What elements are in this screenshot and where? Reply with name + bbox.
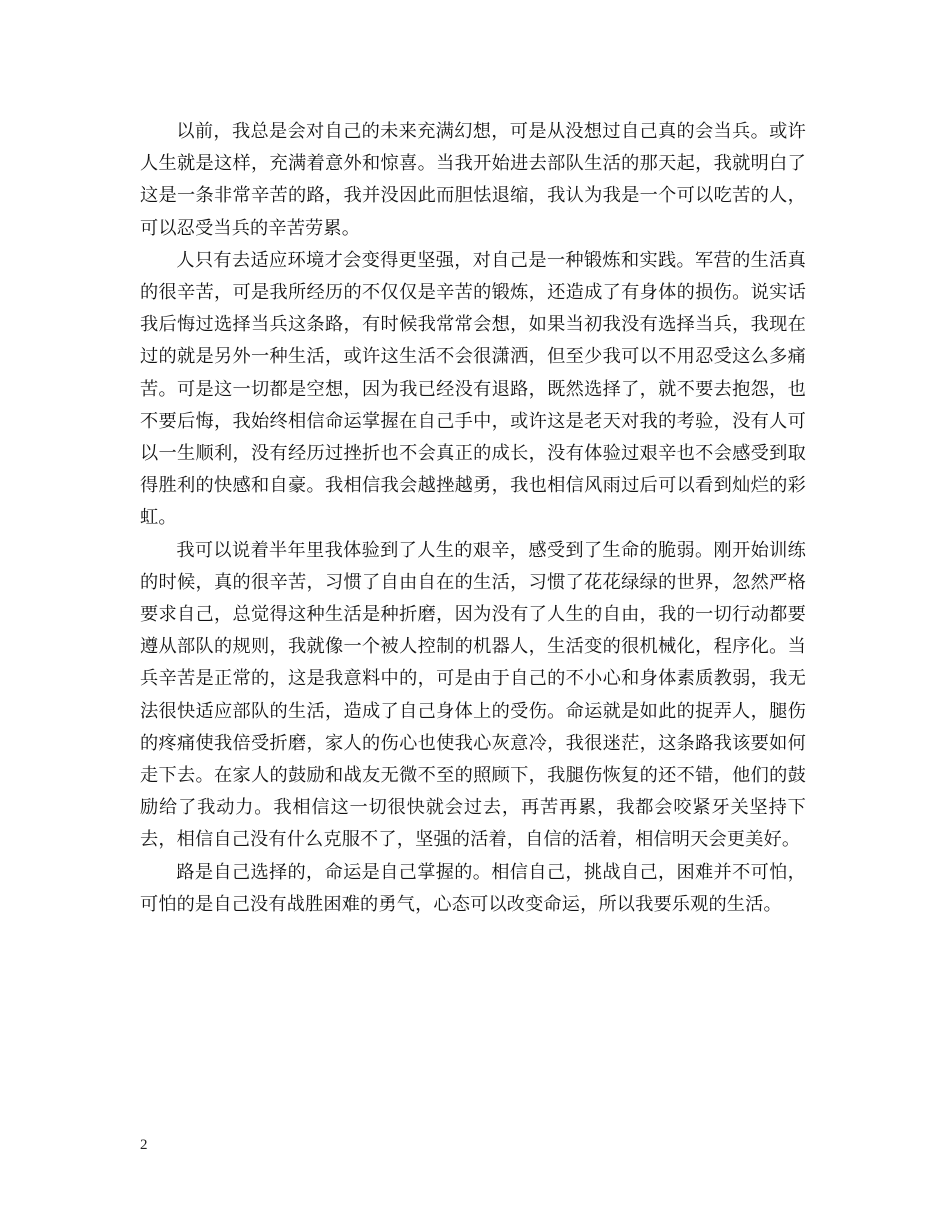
paragraph-4: 路是自己选择的，命运是自己掌握的。相信自己，挑战自己，困难并不可怕，可怕的是自己没有战胜困难的勇气，心态可以改变命运，所以我要乐观的生活。 [140,861,806,915]
page-number: 2 [140,1137,148,1153]
paragraph-1: 以前，我总是会对自己的未来充满幻想，可是从没想过自己真的会当兵。或许人生就是这样，充满着意外和惊喜。当我开始进去部队生活的那天起，我就明白了这是一条非常辛苦的路，我并没因此而胆怯退缩，我认为我是一个可以吃苦的人，可以忍受当兵的辛苦劳累。 [140,121,806,239]
document-body [140,116,806,921]
paragraph-2: 人只有去适应环境才会变得更坚强，对自己是一种锻炼和实践。军营的生活真的很辛苦，可是我所经历的不仅仅是辛苦的锻炼，还造成了有身体的损伤。说实话我后悔过选择当兵这条路，有时候我常常会想，如果当初我没有选择当兵，我现在过的就是另外一种生活，或许这生活不会很潇洒，但至少我可以不用忍受这么多痛苦。可是这一切都是空想，因为我已经没有退路，既然选择了，就不要去抱怨，也不要后悔，我始终相信命运掌握在自己手中，或许这是老天对我的考验，没有人可以一生顺利，没有经历过挫折也不会真正的成长，没有体验过艰辛也不会感受到取得胜利的快感和自豪。我相信我会越挫越勇，我也相信风雨过后可以看到灿烂的彩虹。 [140,249,806,529]
paragraph-3: 我可以说着半年里我体验到了人生的艰辛，感受到了生命的脆弱。刚开始训练的时候，真的很辛苦，习惯了自由自在的生活，习惯了花花绿绿的世界，忽然严格要求自己，总觉得这种生活是种折磨，因为没有了人生的自由，我的一切行动都要遵从部队的规则，我就像一个被人控制的机器人，生活变的很机械化，程序化。当兵辛苦是正常的，这是我意料中的，可是由于自己的不小心和身体素质教弱，我无法很快适应部队的生活，造成了自己身体上的受伤。命运就是如此的捉弄人，腿伤的疼痛使我倍受折磨，家人的伤心也使我心灰意冷，我很迷茫，这条路我该要如何走下去。在家人的鼓励和战友无微不至的照顾下，我腿伤恢复的还不错，他们的鼓励给了我动力。我相信这一切很快就会过去，再苦再累，我都会咬紧牙关坚持下去，相信自己没有什么克服不了，坚强的活着，自信的活着，相信明天会更美好。 [140,539,806,851]
